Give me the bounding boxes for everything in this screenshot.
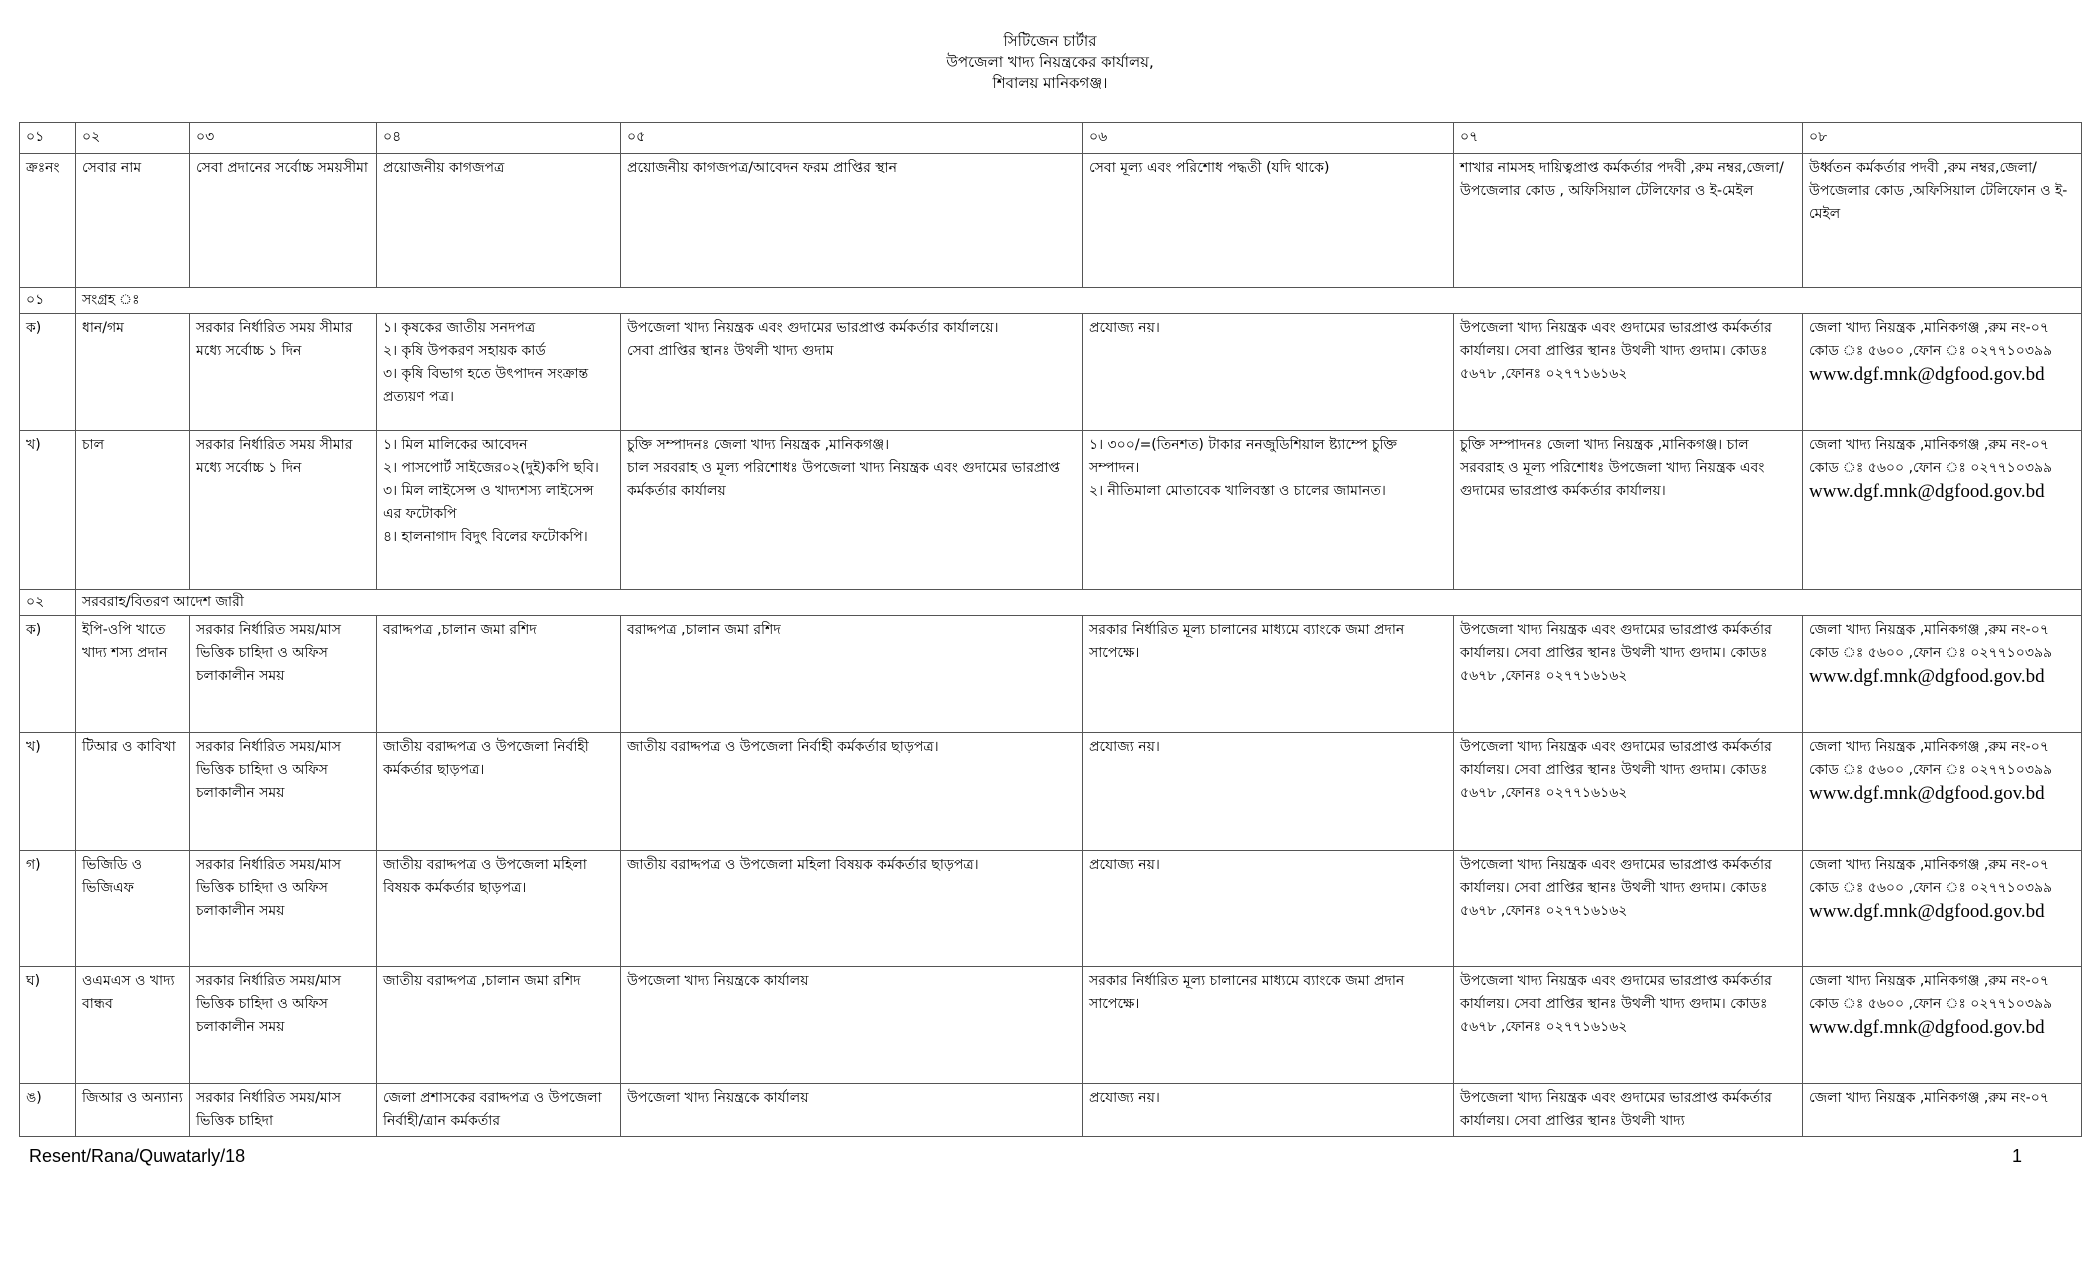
section-number: ০১ [20,288,76,314]
superior-text: জেলা খাদ্য নিয়ন্ত্রক ,মানিকগঞ্জ ,রুম নং-০৭ কোড ঃ ৫৬০০ ,ফোন ঃ ০২৭৭১০৩৯৯ [1809,437,2053,476]
cell-documents: জাতীয় বরাদ্দপত্র ও উপজেলা নির্বাহী কর্মকর্তার ছাড়পত্র। [377,733,621,851]
cell-officer: উপজেলা খাদ্য নিয়ন্ত্রক এবং গুদামের ভারপ্রাপ্ত কর্মকর্তার কার্যালয়। সেবা প্রাপ্তির স্থানঃ উথলী খাদ্য গুদাম। কোডঃ ৫৬৭৮ ,ফোনঃ ০২৭৭১৬১৬২ [1454,314,1803,431]
cell-place: উপজেলা খাদ্য নিয়ন্ত্রকে কার্যালয় [621,967,1083,1084]
superior-text: জেলা খাদ্য নিয়ন্ত্রক ,মানিকগঞ্জ ,রুম নং-০৭ [1809,1090,2049,1106]
cell-time: সরকার নির্ধারিত সময় সীমার মধ্যে সর্বোচ্চ ১ দিন [190,314,377,431]
cell-superior [1803,314,2082,431]
cell-place: বরাদ্দপত্র ,চালান জমা রশিদ [621,616,1083,733]
cell-superior [1803,851,2082,967]
cell-superior [1803,967,2082,1084]
cell-time: সরকার নির্ধারিত সময়/মাস ভিত্তিক চাহিদা ও অফিস চলাকালীন সময় [190,851,377,967]
cell-time: সরকার নির্ধারিত সময় সীমার মধ্যে সর্বোচ্চ ১ দিন [190,431,377,590]
column-header: প্রয়োজনীয় কাগজপত্র/আবেদন ফরম প্রাপ্তির স্থান [621,154,1083,288]
cell-superior [1803,616,2082,733]
column-header: ক্রঃনং [20,154,76,288]
column-number: ০১ [20,123,76,154]
column-number: ০৮ [1803,123,2082,154]
cell-documents: জাতীয় বরাদ্দপত্র ,চালান জমা রশিদ [377,967,621,1084]
superior-email: www.dgf.mnk@dgfood.gov.bd [1809,1017,2045,1038]
cell-service: ইপি-ওপি খাতে খাদ্য শস্য প্রদান [76,616,190,733]
cell-fee: প্রযোজ্য নয়। [1083,733,1454,851]
cell-superior [1803,431,2082,590]
column-header: শাখার নামসহ দায়িত্বপ্রাপ্ত কর্মকর্তার পদবী ,রুম নম্বর,জেলা/উপজেলার কোড , অফিসিয়াল টেলিফোর ও ই-মেইল [1454,154,1803,288]
table-row [20,1084,2082,1137]
cell-place: জাতীয় বরাদ্দপত্র ও উপজেলা নির্বাহী কর্মকর্তার ছাড়পত্র। [621,733,1083,851]
section-title: সরবরাহ/বিতরণ আদেশ জারী [76,590,2082,616]
cell-serial: খ) [20,733,76,851]
cell-officer: উপজেলা খাদ্য নিয়ন্ত্রক এবং গুদামের ভারপ্রাপ্ত কর্মকর্তার কার্যালয়। সেবা প্রাপ্তির স্থানঃ উথলী খাদ্য [1454,1084,1803,1137]
superior-text: জেলা খাদ্য নিয়ন্ত্রক ,মানিকগঞ্জ ,রুম নং-০৭ কোড ঃ ৫৬০০ ,ফোন ঃ ০২৭৭১০৩৯৯ [1809,973,2053,1012]
superior-email: www.dgf.mnk@dgfood.gov.bd [1809,901,2045,922]
column-number: ০৭ [1454,123,1803,154]
superior-text: জেলা খাদ্য নিয়ন্ত্রক ,মানিকগঞ্জ ,রুম নং-০৭ কোড ঃ ৫৬০০ ,ফোন ঃ ০২৭৭১০৩৯৯ [1809,320,2053,359]
cell-place: চুক্তি সম্পাদনঃ জেলা খাদ্য নিয়ন্ত্রক ,মানিকগঞ্জ। চাল সরবরাহ ও মূল্য পরিশোধঃ উপজেলা খাদ্য নিয়ন্ত্রক এবং গুদামের ভারপ্রাপ্ত কর্মকর্তার কার্যালয় [621,431,1083,590]
cell-place: উপজেলা খাদ্য নিয়ন্ত্রকে কার্যালয় [621,1084,1083,1137]
cell-fee: ১। ৩০০/=(তিনশত) টাকার ননজুডিশিয়াল ষ্ট্যাম্পে চুক্তি সম্পাদন। ২। নীতিমালা মোতাবেক খালিবস্তা ও চালের জামানত। [1083,431,1454,590]
citizen-charter-table [19,122,2082,1137]
superior-email: www.dgf.mnk@dgfood.gov.bd [1809,783,2045,804]
column-header: প্রয়োজনীয় কাগজপত্র [377,154,621,288]
cell-serial: গ) [20,851,76,967]
cell-serial: ক) [20,616,76,733]
cell-fee: সরকার নির্ধারিত মূল্য চালানের মাধ্যমে ব্যাংকে জমা প্রদান সাপেক্ষে। [1083,616,1454,733]
cell-superior [1803,1084,2082,1137]
document-header [0,31,2100,94]
column-number: ০২ [76,123,190,154]
cell-fee: সরকার নির্ধারিত মূল্য চালানের মাধ্যমে ব্যাংকে জমা প্রদান সাপেক্ষে। [1083,967,1454,1084]
column-header: সেবা প্রদানের সর্বোচ্চ সময়সীমা [190,154,377,288]
column-number: ০৩ [190,123,377,154]
section-row [20,590,2082,616]
section-title: সংগ্রহ ঃ [76,288,2082,314]
cell-serial: ঘ) [20,967,76,1084]
header-title: সিটিজেন চার্টার [1003,32,1097,50]
cell-officer: উপজেলা খাদ্য নিয়ন্ত্রক এবং গুদামের ভারপ্রাপ্ত কর্মকর্তার কার্যালয়। সেবা প্রাপ্তির স্থানঃ উথলী খাদ্য গুদাম। কোডঃ ৫৬৭৮ ,ফোনঃ ০২৭৭১৬১৬২ [1454,967,1803,1084]
column-number: ০৪ [377,123,621,154]
cell-documents: ১। কৃষকের জাতীয় সনদপত্র ২। কৃষি উপকরণ সহায়ক কার্ড ৩। কৃষি বিভাগ হতে উৎপাদন সংক্রান্ত প্রত্যয়ণ পত্র। [377,314,621,431]
cell-serial: ঙ) [20,1084,76,1137]
cell-documents: জাতীয় বরাদ্দপত্র ও উপজেলা মহিলা বিষয়ক কর্মকর্তার ছাড়পত্র। [377,851,621,967]
column-number-row [20,123,2082,154]
cell-time: সরকার নির্ধারিত সময়/মাস ভিত্তিক চাহিদা ও অফিস চলাকালীন সময় [190,967,377,1084]
cell-superior [1803,733,2082,851]
column-header: উর্ধ্বতন কর্মকর্তার পদবী ,রুম নম্বর,জেলা/উপজেলার কোড ,অফিসিয়াল টেলিফোন ও ই-মেইল [1803,154,2082,288]
header-office: উপজেলা খাদ্য নিয়ন্ত্রকের কার্যালয়, [946,53,1154,71]
cell-fee: প্রযোজ্য নয়। [1083,314,1454,431]
column-number: ০৬ [1083,123,1454,154]
cell-officer: উপজেলা খাদ্য নিয়ন্ত্রক এবং গুদামের ভারপ্রাপ্ত কর্মকর্তার কার্যালয়। সেবা প্রাপ্তির স্থানঃ উথলী খাদ্য গুদাম। কোডঃ ৫৬৭৮ ,ফোনঃ ০২৭৭১৬১৬২ [1454,851,1803,967]
cell-time: সরকার নির্ধারিত সময়/মাস ভিত্তিক চাহিদা ও অফিস চলাকালীন সময় [190,733,377,851]
cell-documents: বরাদ্দপত্র ,চালান জমা রশিদ [377,616,621,733]
page-number: 1 [2012,1146,2023,1166]
cell-documents: জেলা প্রশাসকের বরাদ্দপত্র ও উপজেলা নির্বাহী/ত্রান কর্মকর্তার [377,1084,621,1137]
cell-officer: চুক্তি সম্পাদনঃ জেলা খাদ্য নিয়ন্ত্রক ,মানিকগঞ্জ। চাল সরবরাহ ও মূল্য পরিশোধঃ উপজেলা খাদ্য নিয়ন্ত্রক এবং গুদামের ভারপ্রাপ্ত কর্মকর্তার কার্যালয়। [1454,431,1803,590]
cell-service: টিআর ও কাবিখা [76,733,190,851]
column-header: সেবার নাম [76,154,190,288]
cell-place: জাতীয় বরাদ্দপত্র ও উপজেলা মহিলা বিষয়ক কর্মকর্তার ছাড়পত্র। [621,851,1083,967]
column-header: সেবা মূল্য এবং পরিশোধ পদ্ধতী (যদি থাকে) [1083,154,1454,288]
column-number: ০৫ [621,123,1083,154]
superior-text: জেলা খাদ্য নিয়ন্ত্রক ,মানিকগঞ্জ ,রুম নং-০৭ কোড ঃ ৫৬০০ ,ফোন ঃ ০২৭৭১০৩৯৯ [1809,622,2053,661]
cell-service: ধান/গম [76,314,190,431]
table-row [20,733,2082,851]
cell-service: চাল [76,431,190,590]
header-location: শিবালয় মানিকগঞ্জ। [992,74,1108,92]
table-row [20,616,2082,733]
cell-officer: উপজেলা খাদ্য নিয়ন্ত্রক এবং গুদামের ভারপ্রাপ্ত কর্মকর্তার কার্যালয়। সেবা প্রাপ্তির স্থানঃ উথলী খাদ্য গুদাম। কোডঃ ৫৬৭৮ ,ফোনঃ ০২৭৭১৬১৬২ [1454,616,1803,733]
cell-fee: প্রযোজ্য নয়। [1083,851,1454,967]
cell-fee: প্রযোজ্য নয়। [1083,1084,1454,1137]
cell-place: উপজেলা খাদ্য নিয়ন্ত্রক এবং গুদামের ভারপ্রাপ্ত কর্মকর্তার কার্যালয়ে। সেবা প্রাপ্তির স্থানঃ উথলী খাদ্য গুদাম [621,314,1083,431]
cell-service: ভিজিডি ও ভিজিএফ [76,851,190,967]
superior-text: জেলা খাদ্য নিয়ন্ত্রক ,মানিকগঞ্জ ,রুম নং-০৭ কোড ঃ ৫৬০০ ,ফোন ঃ ০২৭৭১০৩৯৯ [1809,857,2053,896]
footer-reference: Resent/Rana/Quwatarly/18 [29,1146,246,1166]
table-row [20,967,2082,1084]
cell-serial: ক) [20,314,76,431]
section-row [20,288,2082,314]
superior-email: www.dgf.mnk@dgfood.gov.bd [1809,481,2045,502]
cell-time: সরকার নির্ধারিত সময়/মাস ভিত্তিক চাহিদা [190,1084,377,1137]
cell-serial: খ) [20,431,76,590]
table-row [20,851,2082,967]
superior-email: www.dgf.mnk@dgfood.gov.bd [1809,666,2045,687]
table-row [20,431,2082,590]
table-row [20,314,2082,431]
superior-email: www.dgf.mnk@dgfood.gov.bd [1809,364,2045,385]
cell-time: সরকার নির্ধারিত সময়/মাস ভিত্তিক চাহিদা ও অফিস চলাকালীন সময় [190,616,377,733]
cell-service: জিআর ও অন্যান্য [76,1084,190,1137]
cell-service: ওএমএস ও খাদ্য বান্ধব [76,967,190,1084]
section-number: ০২ [20,590,76,616]
cell-officer: উপজেলা খাদ্য নিয়ন্ত্রক এবং গুদামের ভারপ্রাপ্ত কর্মকর্তার কার্যালয়। সেবা প্রাপ্তির স্থানঃ উথলী খাদ্য গুদাম। কোডঃ ৫৬৭৮ ,ফোনঃ ০২৭৭১৬১৬২ [1454,733,1803,851]
column-header-row [20,154,2082,288]
superior-text: জেলা খাদ্য নিয়ন্ত্রক ,মানিকগঞ্জ ,রুম নং-০৭ কোড ঃ ৫৬০০ ,ফোন ঃ ০২৭৭১০৩৯৯ [1809,739,2053,778]
cell-documents: ১। মিল মালিকের আবেদন ২। পাসপোর্ট সাইজের০২(দুই)কপি ছবি। ৩। মিল লাইসেন্স ও খাদ্যশস্য লাইসেন্স এর ফটোকপি ৪। হালনাগাদ বিদুৎ বিলের ফটোকপি। [377,431,621,590]
